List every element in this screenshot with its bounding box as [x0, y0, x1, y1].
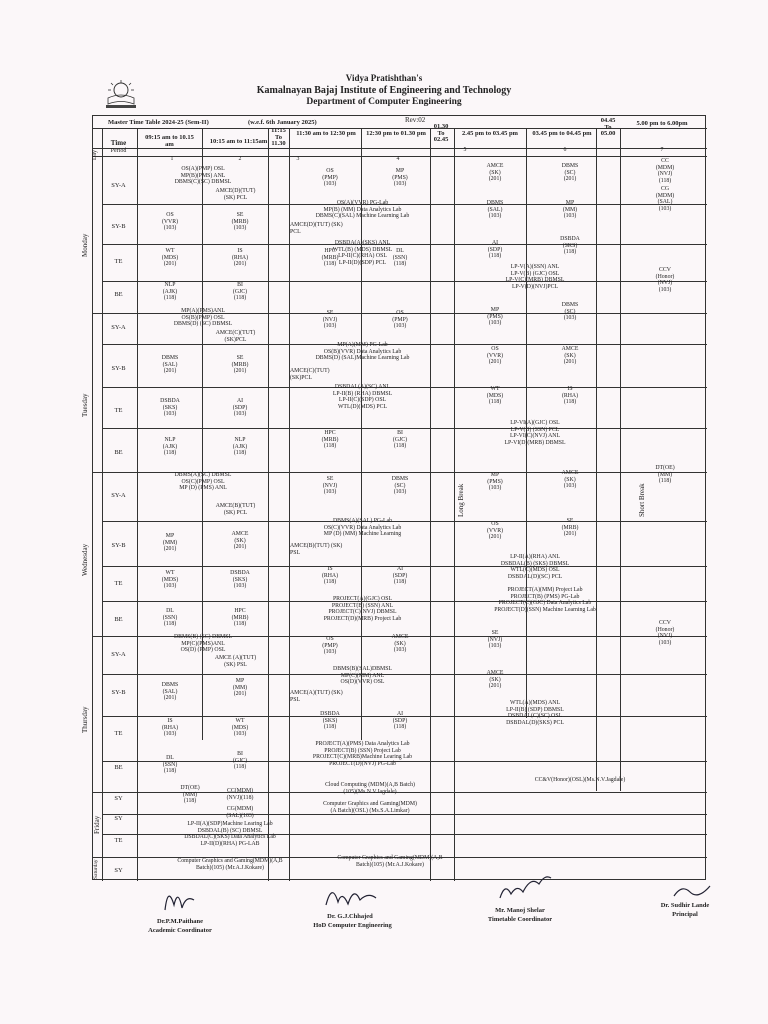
slot: AMCE (A)(TUT) (SK) PSL	[214, 655, 257, 668]
slot: DL (SSN) (118)	[392, 248, 408, 267]
day-saturday: Saturday	[93, 859, 99, 879]
period-3: 3	[296, 156, 300, 162]
class-label: BE	[114, 764, 123, 771]
slot: CG (MDM) (SAL) (103)	[655, 186, 675, 212]
col-t9: 04.45 To 05.00	[600, 117, 616, 137]
slot: DT(OE) (MM) (118)	[180, 785, 200, 804]
slot: MP (PMS) (103)	[392, 168, 408, 187]
slot: DSBDA (SKS) (103)	[160, 398, 180, 417]
signature-mark	[160, 880, 200, 915]
slot: DBMS(A)(SC) DBMSL OS(C)(PMP) OSL MP (D) (PMS) ANL	[174, 472, 232, 491]
col-time: Time	[110, 139, 127, 147]
slot: WT (MDS) (103)	[231, 718, 249, 737]
slot: DBMS(B)(SAL)DBMSL MP(C)(MM) ANL OS(D)(VVR) OSL	[333, 666, 392, 685]
slot: AI (SDP) (118)	[487, 240, 503, 259]
class-label: TE	[114, 837, 123, 844]
slot: AI (SDP) (103)	[232, 398, 248, 417]
slot: DBMS(B) (SC) DBMSL MP(C)(PMS)ANL OS(D) (PMP) OSL	[174, 634, 232, 653]
class-label: SY-A	[111, 182, 126, 189]
slot: OS(A)(PMP) OSL MP(B)(PMS) ANL DBMS(C)(SC) DBMSL	[174, 166, 232, 185]
slot: DSBDA (SKS) (118)	[320, 711, 340, 730]
slot: SE (MRB) (103)	[231, 212, 249, 231]
slot: DBMS (SC) (103)	[561, 302, 579, 321]
slot: SE (NVJ) (103)	[322, 476, 338, 495]
slot: PROJECT(A)(GJC) OSL PROJECT(B) (SSN) ANL PROJECT(C)(NVJ) DBMSL PROJECT(D)(MRB) Project Lab	[323, 596, 402, 622]
col-t7: 2.45 pm to 03.45 pm	[462, 130, 518, 137]
slot: AMCE(C)(TUT) (SK)PCL	[290, 368, 330, 381]
institute-name: Kamalnayan Bajaj Institute of Engineering and Technology	[256, 85, 512, 96]
slot: LP-II(A)(SDP)Machine Learing Lab DSBDAL(B) (SC) DBMSL DSBDAL(C)(SKS) Data Analytics Lab LP-II(D)(RHA) PG-LAB	[184, 821, 276, 847]
class-label: BE	[114, 616, 123, 623]
slot: AMCE (SK) (201)	[561, 346, 579, 365]
slot: OS (PMP) (103)	[322, 636, 338, 655]
slot: AMCE(D)(TUT) (SK) PCL	[290, 222, 343, 235]
slot: MP (PMS) (103)	[487, 307, 503, 326]
col-t1: 09:15 am to 10.15 am	[145, 134, 194, 148]
day-wednesday: Wednesday	[81, 543, 89, 577]
slot: DSBDA (SKS) (118)	[560, 236, 580, 255]
slot: OS (VVR) (201)	[486, 521, 504, 540]
revision: Rev:02	[405, 116, 426, 124]
slot: Computer Graphics and Gaming(MDM)(A,B Batch)(105) (Mr.A.J.Kokare)	[177, 858, 283, 871]
slot: DBMS (SC) (103)	[391, 476, 409, 495]
slot: AMCE(D)(TUT) (SK) PCL	[215, 188, 256, 201]
class-label: BE	[114, 449, 123, 456]
slot: MP(A)(MM) PG-Lab OS(B)(VVR) Data Analytics Lab DBMS(D) (SAL)Machine Learning Lab	[315, 342, 410, 361]
slot: DSBDA (SKS) (103)	[230, 570, 250, 589]
class-label: BE	[114, 291, 123, 298]
col-period: Period	[110, 148, 127, 154]
signatory-role: Academic Coordinator	[148, 927, 212, 934]
slot: MP (MM) (201)	[232, 678, 248, 697]
slot: SE (MRB) (201)	[561, 518, 579, 537]
slot: BI (GJC) (118)	[392, 430, 408, 449]
col-day: Day	[92, 150, 98, 160]
slot: OS (PMP) (103)	[322, 168, 338, 187]
class-label: SY-A	[111, 492, 126, 499]
signatory-role: Principal	[672, 911, 698, 918]
col-t5: 12:30 pm to 01.30 pm	[366, 130, 426, 137]
class-label: TE	[114, 407, 123, 414]
slot: CCV (Honor) (NVJ) (103)	[655, 620, 675, 646]
slot: CC(MDM) (NVJ)(118)	[226, 788, 254, 801]
slot: DL (SSN) (118)	[162, 608, 178, 627]
class-label: SY-B	[111, 223, 126, 230]
signature-mark	[495, 870, 555, 905]
long-break-label: Long Break	[457, 483, 465, 517]
slot: HPC (MRB) (118)	[321, 248, 339, 267]
slot: Computer Graphics and Gaming(MDM)(A,B Batch)(105) (Mr.A.J.Kokare)	[337, 855, 443, 868]
class-label: SY	[114, 867, 123, 874]
slot: SE (NVJ) (103)	[322, 310, 338, 329]
class-label: SY-A	[111, 324, 126, 331]
slot: LP-VI(A)(GJC) OSL LP-V(B) (SSN) PCL LP-VI(C)(NVJ) ANL LP-VI(D)(MRB) DBMSL	[504, 420, 566, 446]
org-name: Vidya Pratishthan's	[345, 73, 423, 83]
slot: AMCE(B)(TUT) (SK) PSL	[290, 543, 343, 556]
col-t3: 11:15 To 11.30	[271, 127, 286, 147]
wef-date: (w.e.f. 6th January 2025)	[248, 119, 317, 126]
signatory-name: Mr. Manoj Shelar	[495, 907, 545, 914]
slot: WT (MDS) (103)	[161, 570, 179, 589]
slot: SE (NVJ) (103)	[487, 630, 503, 649]
slot: IS (RHA) (201)	[231, 248, 249, 267]
slot: WT (MDS) (201)	[161, 248, 179, 267]
class-label: SY	[114, 795, 123, 802]
slot: PROJECT(A)(PMS) Data Analytics Lab PROJECT(B) (SSN) Project Lab PROJECT(C)(MRB)Machine Learing Lab PROJECT(D)(NVJ) PG-Lab	[312, 741, 413, 767]
class-label: SY-B	[111, 689, 126, 696]
slot: DBMS (SAL) (103)	[486, 200, 504, 219]
slot: HPC (MRB) (118)	[231, 608, 249, 627]
class-label: TE	[114, 258, 123, 265]
slot: DBMS (SAL) (201)	[161, 682, 179, 701]
slot: AI (SDP) (118)	[392, 566, 408, 585]
class-label: SY-B	[111, 542, 126, 549]
col-t10: 5.00 pm to 6.00pm	[636, 120, 688, 127]
slot: OS (VVR) (201)	[486, 346, 504, 365]
slot: MP(A)(PMS)ANL OS(B)(PMP) OSL DBMS(D) (SC) DBMSL	[173, 308, 233, 327]
col-t2: 10:15 am to 11:15am	[209, 138, 268, 145]
slot: WT (MDS) (118)	[486, 386, 504, 405]
signatory-name: Dr. Sudhir Lande	[660, 902, 710, 909]
slot: CCV (Honor) (NVJ) (103)	[655, 267, 675, 293]
period-6: 6	[563, 147, 567, 153]
col-t6: 01.30 To 02.45	[433, 123, 449, 143]
slot: LP-II(A)(RHA) ANL DSBDAL(B) (SKS) DBMSL WTL(C)(MDS) OSL DSBDAL(D)(SC) PCL	[500, 554, 570, 580]
slot: DL (SSN) (118)	[162, 755, 178, 774]
class-label: SY-B	[111, 365, 126, 372]
signature-mark	[670, 878, 715, 903]
slot: AMCE (SK) (201)	[486, 163, 504, 182]
slot: DSBDA(A)(SKS) ANL WTL(B) (MDS) DBMSL LP-II(C)(RHA) OSL LP-II(D)(SDP) PCL	[332, 240, 393, 266]
slot: MP (MM) (201)	[162, 533, 178, 552]
slot: IS (RHA) (118)	[561, 386, 579, 405]
slot: DT(OE) (MM) (118)	[655, 465, 675, 484]
slot: CC (MDM) (NVJ) (118)	[655, 158, 675, 184]
signatory-role: Timetable Coordinator	[487, 916, 553, 923]
department-name: Department of Computer Engineering	[306, 97, 462, 107]
slot: OS (PMP) (103)	[392, 310, 408, 329]
slot: SE (MRB) (201)	[231, 355, 249, 374]
slot: IS (RHA) (103)	[161, 718, 179, 737]
day-thursday: Thursday	[81, 706, 89, 734]
slot: CG(MDM) (SAL)(103)	[226, 806, 254, 819]
short-break-label: Short Break	[638, 483, 646, 517]
slot: DBMS(A)(SAL) PG-Lab OS(C)(VVR) Data Analytics Lab MP (D) (MM) Machine Learning	[323, 518, 402, 537]
slot: MP (PMS) (103)	[487, 472, 503, 491]
slot: IS (RHA) (118)	[321, 566, 339, 585]
day-tuesday: Tuesday	[81, 393, 89, 417]
period-4: 4	[396, 156, 400, 162]
slot: DBMS (SC) (201)	[561, 163, 579, 182]
day-monday: Monday	[81, 233, 89, 257]
class-label: TE	[114, 730, 123, 737]
slot: NLP (AJK) (118)	[162, 282, 178, 301]
slot: AMCE(B)(TUT) (SK) PCL	[215, 503, 256, 516]
slot: BI (GJC) (118)	[232, 282, 248, 301]
period-1: 1	[170, 156, 174, 162]
signatory-name: Dr. G.J.Chhajed	[327, 913, 373, 920]
master-title: Master Time Table 2024-25 (Sem-II)	[108, 119, 209, 126]
slot: AMCE (SK) (201)	[486, 670, 504, 689]
slot: HPC (MRB) (118)	[321, 430, 339, 449]
period-7: 7	[660, 147, 664, 153]
slot: AMCE(C)(TUT) (SK)PCL	[215, 330, 256, 343]
col-t4: 11:30 am to 12:30 pm	[296, 130, 356, 137]
signature-mark	[320, 880, 380, 915]
slot: AMCE (SK) (201)	[231, 531, 249, 550]
class-label: SY-A	[111, 651, 126, 658]
signatory-role: HoD Computer Engineering	[313, 922, 392, 929]
slot: NLP (AJK) (118)	[232, 437, 248, 456]
slot: WTL(A)(MDS) ANL LP-II(B) (SDP) DBMSL DSBDAL(C)(SC) OSL DSBDAL(D)(SKS) PCL	[506, 700, 564, 726]
slot: NLP (AJK) (118)	[162, 437, 178, 456]
col-t8: 03.45 pm to 04.45 pm	[532, 130, 592, 137]
day-friday: Friday	[93, 815, 101, 835]
slot: LP-V(A)(SSN) ANL LP-V(B) (GJC) OSL LP-V(C)(MRB) DBMSL LP-V(D)(NVJ)PCL	[505, 264, 565, 290]
slot: AMCE (SK) (103)	[561, 470, 579, 489]
class-label: TE	[114, 580, 123, 587]
slot: PROJECT(A)(MM) Project Lab PROJECT(B) (PMS) PG-Lab PROJECT(C)(GJC) Data Analytics Lab PROJECT(D)(SSN) Machine Learning Lab	[494, 587, 596, 613]
slot: Computer Graphics and Gaming(MDM) (A Batch)(OSL) (Ms.S.A.Limkar)	[323, 801, 417, 814]
slot: MP (MM) (103)	[562, 200, 578, 219]
slot: AI (SDP) (118)	[392, 711, 408, 730]
class-label: SY	[114, 815, 123, 822]
slot: OS (VVR) (103)	[161, 212, 179, 231]
slot: CC&V(Honor)(OSL)(Ms.N.V.Jagdale)	[534, 777, 626, 783]
slot: AMCE(A)(TUT) (SK) PSL	[290, 690, 343, 703]
signatory-name: Dr.P.M.Paithane	[157, 918, 203, 925]
slot: BI (GJC) (118)	[232, 751, 248, 770]
slot: DBMS (SAL) (201)	[161, 355, 179, 374]
period-2: 2	[238, 156, 242, 162]
slot: DSBDAL(A)(SC) ANL LP-II(B) (RHA) DBMSL LP-II(C)(SDP) OSL WTL(D)(MDS) PCL	[332, 384, 393, 410]
period-5: 5	[463, 147, 467, 153]
slot: OS(A)(VVR) PG-Lab MP(B) (MM) Data Analytics Lab DBMS(C)(SAL) Machine Learning Lab	[315, 200, 410, 219]
slot: Cloud Computing (MDM)(A,B Batch) (105)(Ms.N.V.Jagdale)	[325, 782, 415, 795]
slot: AMCE (SK) (103)	[391, 634, 409, 653]
